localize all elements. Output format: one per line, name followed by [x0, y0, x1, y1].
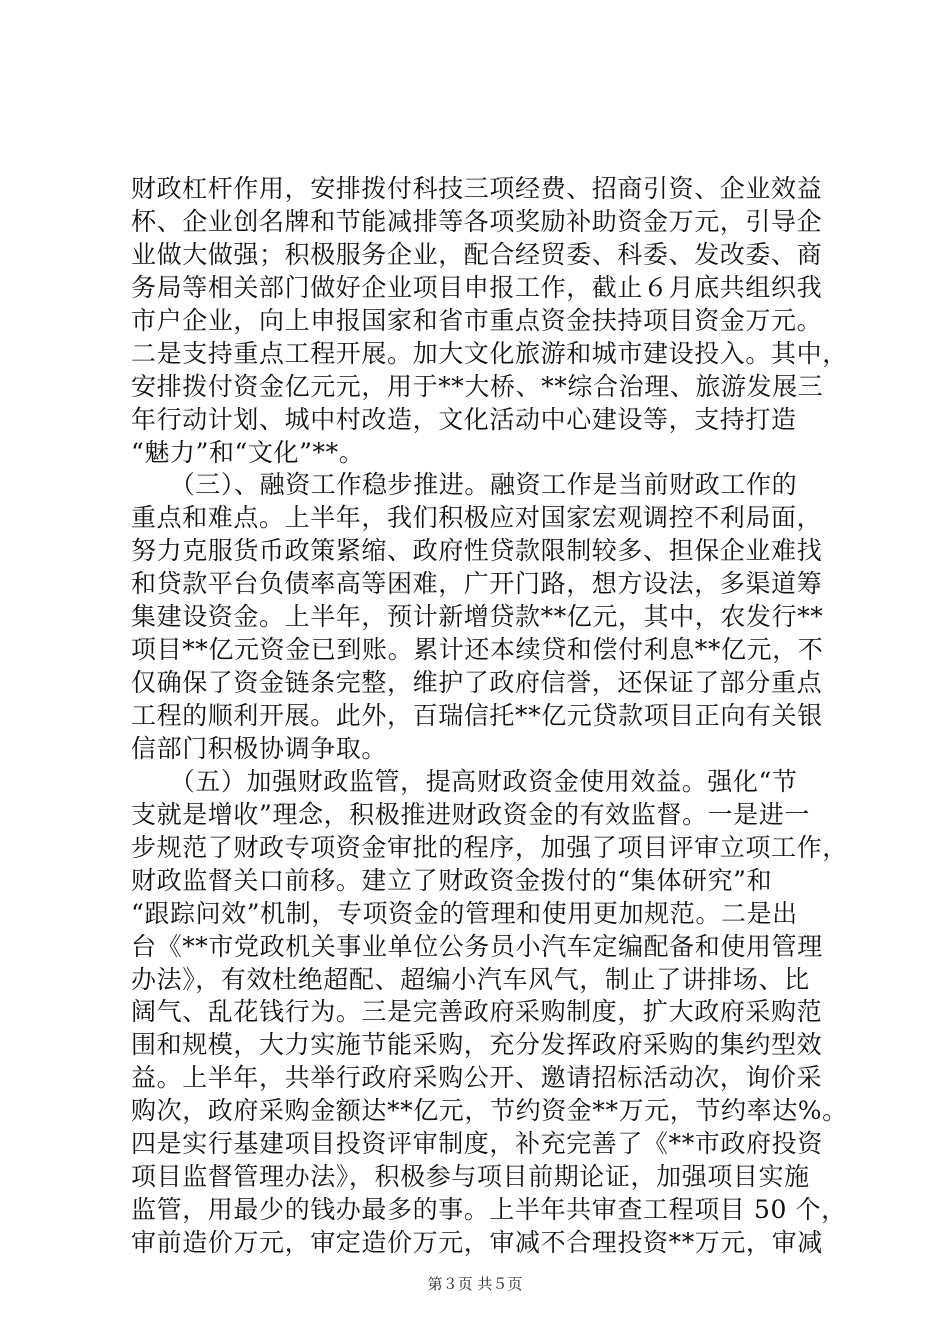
text-line: 步规范了财政专项资金审批的程序，加强了项目评审立项工作， — [131, 832, 848, 862]
text-line: 支就是增收”理念，积极推进财政资金的有效监督。一是进一 — [131, 799, 810, 829]
text-line: （三）、融资工作稳步推进。融资工作是当前财政工作的 — [131, 470, 798, 500]
text-line: 二是支持重点工程开展。加大文化旅游和城市建设投入。其中， — [131, 338, 848, 368]
text-line: 阔气、乱花钱行为。三是完善政府采购制度，扩大政府采购范 — [131, 997, 823, 1027]
text-line: 项目监督管理办法》，积极参与项目前期论证，加强项目实施 — [131, 1162, 810, 1192]
text-line: 集建设资金。上半年，预计新增贷款**亿元，其中，农发行** — [131, 602, 824, 632]
text-line: 重点和难点。上半年，我们积极应对国家宏观调控不利局面， — [131, 503, 823, 533]
text-line: 益。上半年，共举行政府采购公开、邀请招标活动次，询价采 — [131, 1063, 823, 1093]
text-line: 和贷款平台负债率高等困难，广开门路，想方设法，多渠道筹 — [131, 569, 823, 599]
text-line: 业做大做强；积极服务企业，配合经贸委、科委、发改委、商 — [131, 239, 823, 269]
text-line: 办法》，有效杜绝超配、超编小汽车风气，制止了讲排场、比 — [131, 964, 810, 994]
text-line: “魅力”和“文化”**。 — [131, 437, 365, 467]
text-line: 工程的顺利开展。此外，百瑞信托**亿元贷款项目正向有关银 — [131, 701, 823, 730]
text-line: 台《**市党政机关事业单位公务员小汽车定编配备和使用管理 — [131, 931, 823, 961]
text-line: 财政杠杆作用，安排拨付科技三项经费、招商引资、企业效益 — [131, 174, 823, 203]
text-line: 购次，政府采购金额达**亿元，节约资金**万元，节约率达%。 — [131, 1096, 848, 1126]
text-line: 审前造价万元，审定造价万元，审减不合理投资**万元，审减 — [131, 1228, 823, 1257]
text-line: 项目**亿元资金已到账。累计还本续贷和偿付利息**亿元，不 — [131, 635, 824, 665]
text-line: 信部门积极协调争取。 — [131, 733, 388, 763]
text-line: （五）加强财政监管，提高财政资金使用效益。强化“节 — [131, 766, 798, 796]
text-line: 安排拨付资金亿元元，用于**大桥、**综合治理、旅游发展三 — [131, 371, 824, 401]
text-line: 努力克服货币政策紧缩、政府性贷款限制较多、担保企业难找 — [131, 536, 823, 566]
page-footer: 第３页 共５页 — [427, 1275, 523, 1293]
text-line: 围和规模，大力实施节能采购，充分发挥政府采购的集约型效 — [131, 1030, 823, 1060]
text-line: 监管，用最少的钱办最多的事。上半年共审查工程项目 50 个， — [131, 1195, 847, 1225]
text-line: 杯、企业创名牌和节能减排等各项奖励补助资金万元，引导企 — [131, 206, 823, 236]
text-line: 四是实行基建项目投资评审制度，补充完善了《**市政府投资 — [131, 1129, 823, 1159]
text-line: “跟踪问效”机制，专项资金的管理和使用更加规范。二是出 — [131, 898, 798, 928]
text-line: 仅确保了资金链条完整，维护了政府信誉，还保证了部分重点 — [131, 668, 823, 698]
text-line: 年行动计划、城中村改造，文化活动中心建设等，支持打造 — [131, 404, 797, 434]
text-line: 市户企业，向上申报国家和省市重点资金扶持项目资金万元。 — [131, 305, 823, 335]
text-line: 财政监督关口前移。建立了财政资金拨付的“集体研究”和 — [131, 865, 773, 895]
text-line: 务局等相关部门做好企业项目申报工作，截止６月底共组织我 — [131, 272, 823, 302]
